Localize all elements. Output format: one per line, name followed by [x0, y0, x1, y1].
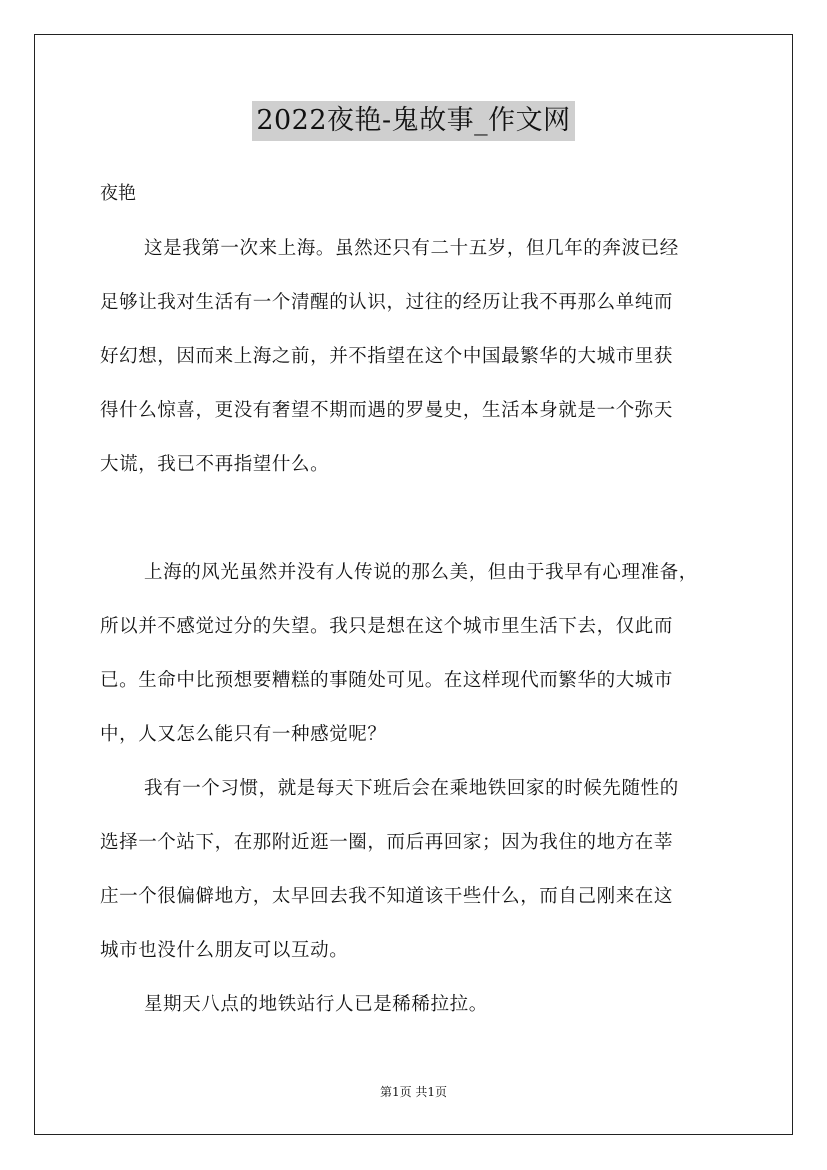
text-line: 足够让我对生活有一个清醒的认识，过往的经历让我不再那么单纯而	[100, 292, 674, 313]
text-line: 选择一个站下，在那附近逛一圈，而后再回家；因为我住的地方在莘	[100, 832, 674, 853]
text-line: 上海的风光虽然并没有人传说的那么美，但由于我早有心理准备，	[144, 562, 698, 583]
text-line: 好幻想，因而来上海之前，并不指望在这个中国最繁华的大城市里获	[100, 346, 674, 367]
text-line: 大谎，我已不再指望什么。	[100, 454, 330, 475]
text-line: 中，人又怎么能只有一种感觉呢？	[100, 724, 387, 745]
text-line: 庄一个很偏僻地方，太早回去我不知道该干些什么，而自己刚来在这	[100, 886, 674, 907]
document-subtitle: 夜艳	[100, 183, 136, 204]
text-line: 得什么惊喜，更没有奢望不期而遇的罗曼史，生活本身就是一个弥天	[100, 400, 674, 421]
page-number-footer: 第1页 共1页	[379, 1085, 448, 1099]
text-line: 所以并不感觉过分的失望。我只是想在这个城市里生活下去，仅此而	[100, 616, 674, 637]
text-line: 星期天八点的地铁站行人已是稀稀拉拉。	[144, 994, 488, 1015]
text-line: 城市也没什么朋友可以互动。	[100, 940, 349, 961]
text-line: 我有一个习惯，就是每天下班后会在乘地铁回家的时候先随性的	[144, 778, 679, 799]
document-title: 2022夜艳-鬼故事_作文网	[252, 101, 574, 141]
text-line: 已。生命中比预想要糟糕的事随处可见。在这样现代而繁华的大城市	[100, 670, 674, 691]
title-container	[0, 101, 827, 141]
text-line: 这是我第一次来上海。虽然还只有二十五岁，但几年的奔波已经	[144, 238, 679, 259]
